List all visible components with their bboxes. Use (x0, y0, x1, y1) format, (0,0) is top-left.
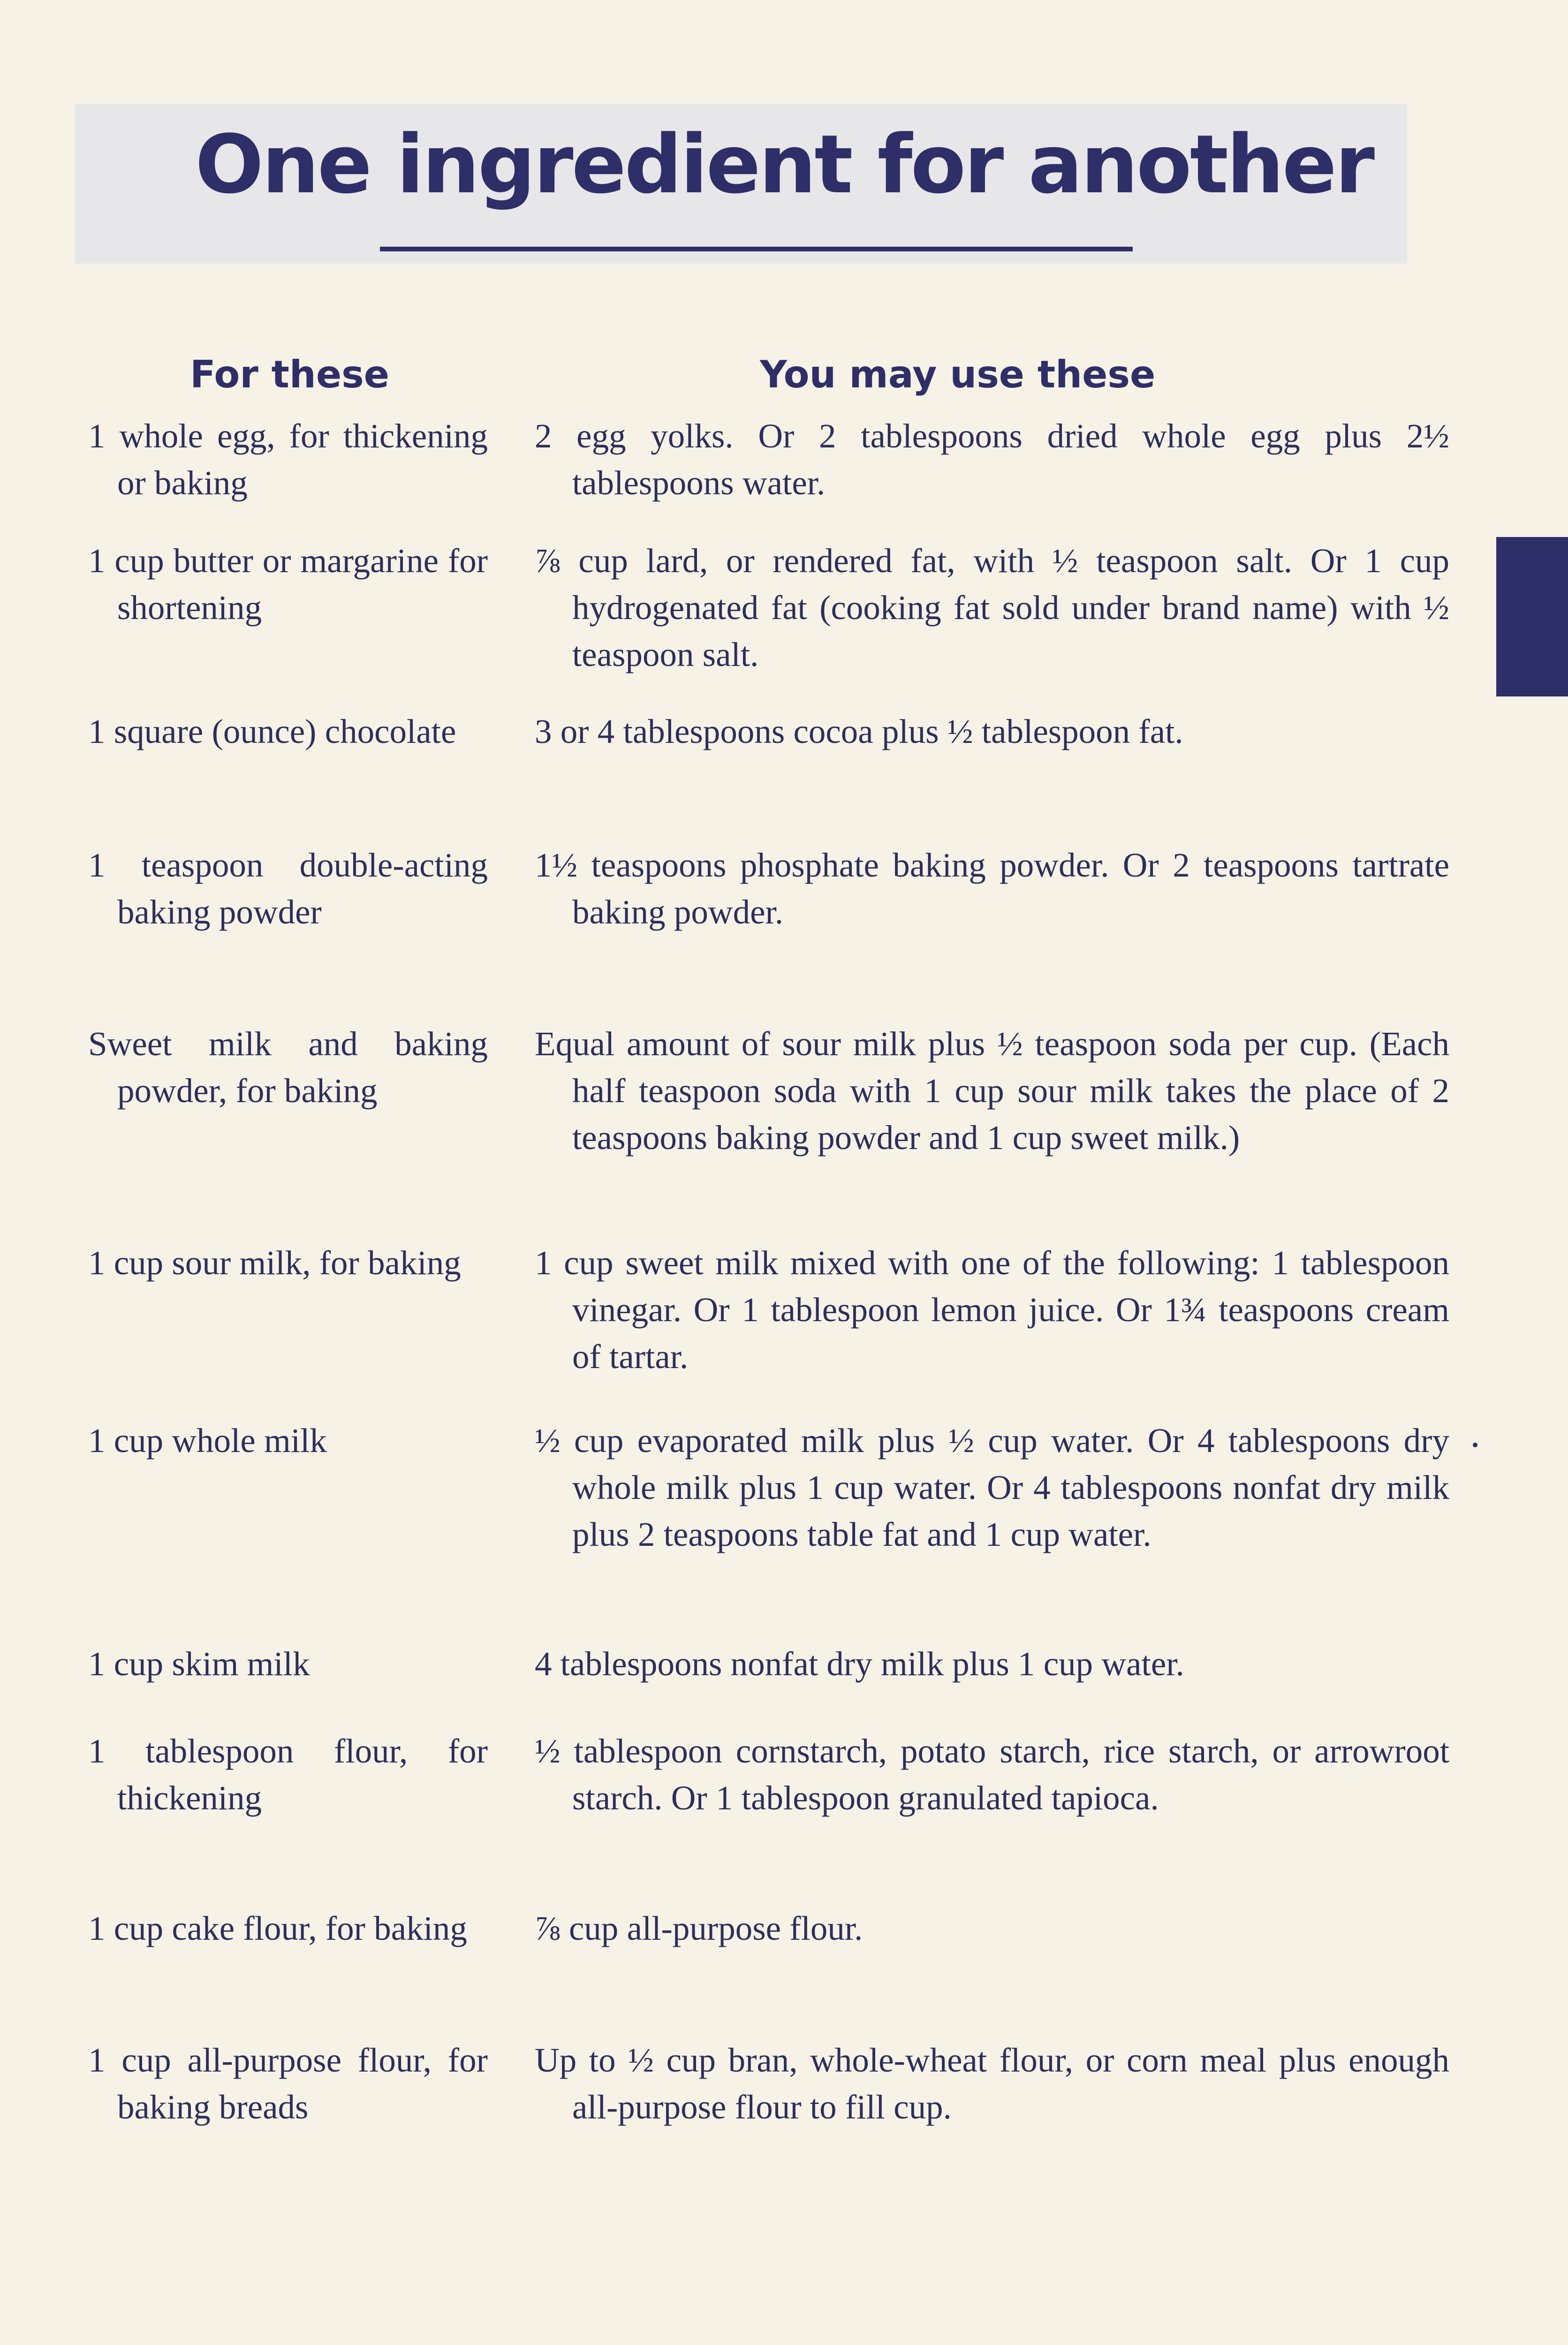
ingredient-substitute: Equal amount of sour milk plus ½ teaspoon soda per cup. (Each half teaspoon soda with 1 cup sour milk takes the place of 2 teaspoons baking powder and 1 cup sweet milk.) (535, 1025, 1449, 1157)
ingredient-for: 1 whole egg, for thickening or baking (88, 417, 488, 502)
ingredient-substitute: ½ tablespoon cornstarch, potato starch, rice starch, or arrowroot starch. Or 1 tablespoon granulated tapioca. (535, 1732, 1449, 1817)
ingredient-for: 1 cup cake flour, for baking (88, 1909, 467, 1947)
ingredient-substitute: 1½ teaspoons phosphate baking powder. Or 2 teaspoons tartrate baking powder. (535, 846, 1449, 931)
ingredient-substitute: 3 or 4 tablespoons cocoa plus ½ tablespoon fat. (535, 712, 1183, 750)
section-tab-marker (1496, 537, 1568, 696)
ingredient-substitute: ⅞ cup lard, or rendered fat, with ½ teaspoon salt. Or 1 cup hydrogenated fat (cooking fat sold under brand name) with ½ teaspoon salt. (535, 542, 1449, 673)
ingredient-substitute: Up to ½ cup bran, whole-wheat flour, or corn meal plus enough all-purpose flour to fill cup. (535, 2041, 1449, 2126)
ingredient-for: 1 teaspoon double-acting baking powder (88, 846, 488, 931)
ingredient-for: 1 cup skim milk (88, 1645, 310, 1683)
ingredient-for: 1 tablespoon flour, for thickening (88, 1732, 488, 1817)
ingredient-substitute: 4 tablespoons nonfat dry milk plus 1 cup water. (535, 1645, 1184, 1683)
ingredient-substitute: 2 egg yolks. Or 2 tablespoons dried whole egg plus 2½ tablespoons water. (535, 417, 1449, 502)
ingredient-for: 1 cup sour milk, for baking (88, 1244, 461, 1282)
print-speck (1473, 1443, 1477, 1447)
ingredient-for: 1 square (ounce) chocolate (88, 712, 456, 750)
ingredient-substitute: ⅞ cup all-purpose flour. (535, 1909, 863, 1947)
title-underline (380, 247, 1133, 251)
column-header-you-may-use: You may use these (760, 353, 1156, 396)
ingredient-for: Sweet milk and baking powder, for baking (88, 1025, 488, 1110)
ingredient-for: 1 cup butter or margarine for shortening (88, 542, 488, 627)
ingredient-for: 1 cup whole milk (88, 1422, 327, 1460)
ingredient-for: 1 cup all-purpose flour, for baking breads (88, 2041, 488, 2126)
ingredient-substitute: ½ cup evaporated milk plus ½ cup water. Or 4 tablespoons dry whole milk plus 1 cup water. Or 4 tablespoons nonfat dry milk plus 2 teaspoons table fat and 1 cup water. (535, 1422, 1449, 1553)
ingredient-substitute: 1 cup sweet milk mixed with one of the following: 1 tablespoon vinegar. Or 1 tablespoon lemon juice. Or 1¾ teaspoons cream of tartar. (535, 1244, 1449, 1376)
page-title: One ingredient for another (195, 117, 1373, 212)
column-header-for-these: For these (190, 353, 389, 396)
